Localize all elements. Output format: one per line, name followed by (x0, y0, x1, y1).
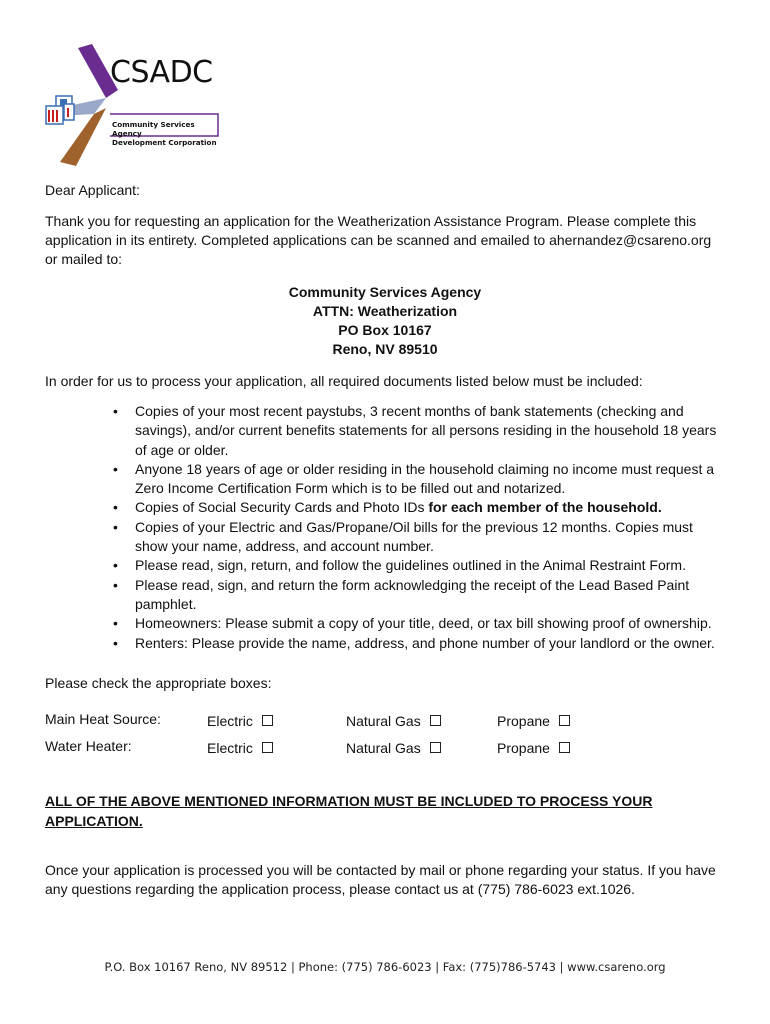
requirement-text: Please read, sign, return, and follow the guidelines outlined in the Animal Restraint Form. (135, 557, 686, 574)
requirement-text: Copies of your Electric and Gas/Propane/Oil bills for the previous 12 months. Copies must show your name, address, and account number. (135, 518, 693, 555)
list-item (113, 614, 723, 633)
bullet-icon: • (113, 557, 118, 574)
requirement-text: Homeowners: Please submit a copy of your title, deed, or tax bill showing proof of ownership. (135, 615, 712, 632)
water-heater-natural-gas-checkbox[interactable] (430, 742, 441, 753)
requirements-intro: In order for us to process your application, all required documents listed below must be included: (45, 373, 643, 389)
main-heat-natural-gas-option (346, 713, 441, 729)
intro-text: Thank you for requesting an application for the Weatherization Assistance Program. Please complete this application in its entirety. Completed applications can be scanned and emailed to (45, 213, 697, 248)
requirements-list (113, 402, 723, 653)
requirement-text: Please read, sign, and return the form acknowledging the receipt of the Lead Based Paint pamphlet. (135, 576, 690, 612)
water-heater-electric-checkbox[interactable] (262, 742, 273, 753)
list-item (113, 556, 723, 575)
closing-paragraph: Once your application is processed you will be contacted by mail or phone regarding your status. If you have any questions regarding the application process, please contact us at (775) 786-6023 ext.1026. (45, 862, 716, 897)
email-link[interactable]: ahernandez@csareno.org (549, 232, 712, 248)
address-line: Reno, NV 89510 (332, 341, 438, 357)
water-heater-electric-option (207, 740, 273, 756)
main-heat-natural-gas-checkbox[interactable] (430, 715, 441, 726)
address-line: Community Services Agency (288, 284, 482, 300)
main-heat-propane-checkbox[interactable] (559, 715, 570, 726)
address-line: ATTN: Weatherization (312, 303, 458, 319)
list-item (113, 634, 723, 653)
option-label: Electric (207, 713, 253, 729)
list-item (113, 576, 723, 615)
list-item (113, 518, 723, 557)
water-heater-natural-gas-option (346, 740, 441, 756)
water-heater-propane-checkbox[interactable] (559, 742, 570, 753)
bullet-icon: • (113, 576, 118, 593)
option-label: Natural Gas (346, 713, 421, 729)
option-label: Propane (497, 740, 550, 756)
address-line: PO Box 10167 (338, 322, 432, 338)
logo-title: CSADC (110, 55, 213, 90)
bullet-icon: • (113, 634, 118, 651)
required-info-warning: ALL OF THE ABOVE MENTIONED INFORMATION MUST BE INCLUDED TO PROCESS YOUR APPLICATION. (45, 793, 653, 829)
list-item (113, 460, 723, 499)
option-label: Electric (207, 740, 253, 756)
main-heat-electric-checkbox[interactable] (262, 715, 273, 726)
requirement-text: Copies of Social Security Cards and Photo IDs (135, 499, 429, 516)
page-footer: P.O. Box 10167 Reno, NV 89512 | Phone: (775) 786-6023 | Fax: (775)786-5743 | www.csareno.org (104, 960, 666, 974)
requirement-emphasis: for each member of the household. (428, 499, 662, 516)
requirement-text: Anyone 18 years of age or older residing in the household claiming no income must request a Zero Income Certification Form which is to be filled out and notarized. (135, 460, 715, 497)
bullet-icon: • (113, 518, 118, 535)
requirement-text: Renters: Please provide the name, address, and phone number of your landlord or the owner. (135, 634, 715, 651)
salutation: Dear Applicant: (45, 182, 140, 198)
logo-subtitle-line1: Community Services Agency (112, 120, 195, 138)
bullet-icon: • (113, 615, 118, 632)
main-heat-source-label: Main Heat Source: (45, 711, 161, 727)
bullet-icon: • (113, 403, 118, 419)
requirement-text: Copies of your most recent paystubs, 3 recent months of bank statements (checking and savings), and/or current benefits statements for all persons residing in the household 18 years of age or older. (135, 403, 717, 458)
logo-subtitle-line2: Development Corporation (112, 138, 217, 147)
intro-text-end: or mailed to: (45, 251, 123, 267)
list-item (113, 498, 723, 517)
option-label: Propane (497, 713, 550, 729)
csadc-logo (40, 44, 220, 168)
main-heat-electric-option (207, 713, 273, 729)
main-heat-propane-option (497, 713, 570, 729)
list-item (113, 402, 723, 460)
bullet-icon: • (113, 499, 118, 516)
checkbox-instructions: Please check the appropriate boxes: (45, 675, 272, 691)
mailing-address (0, 283, 770, 359)
water-heater-propane-option (497, 740, 570, 756)
water-heater-label: Water Heater: (45, 738, 132, 754)
bullet-icon: • (113, 460, 118, 477)
option-label: Natural Gas (346, 740, 421, 756)
intro-paragraph (45, 212, 725, 269)
logo-subtitle (112, 120, 222, 147)
